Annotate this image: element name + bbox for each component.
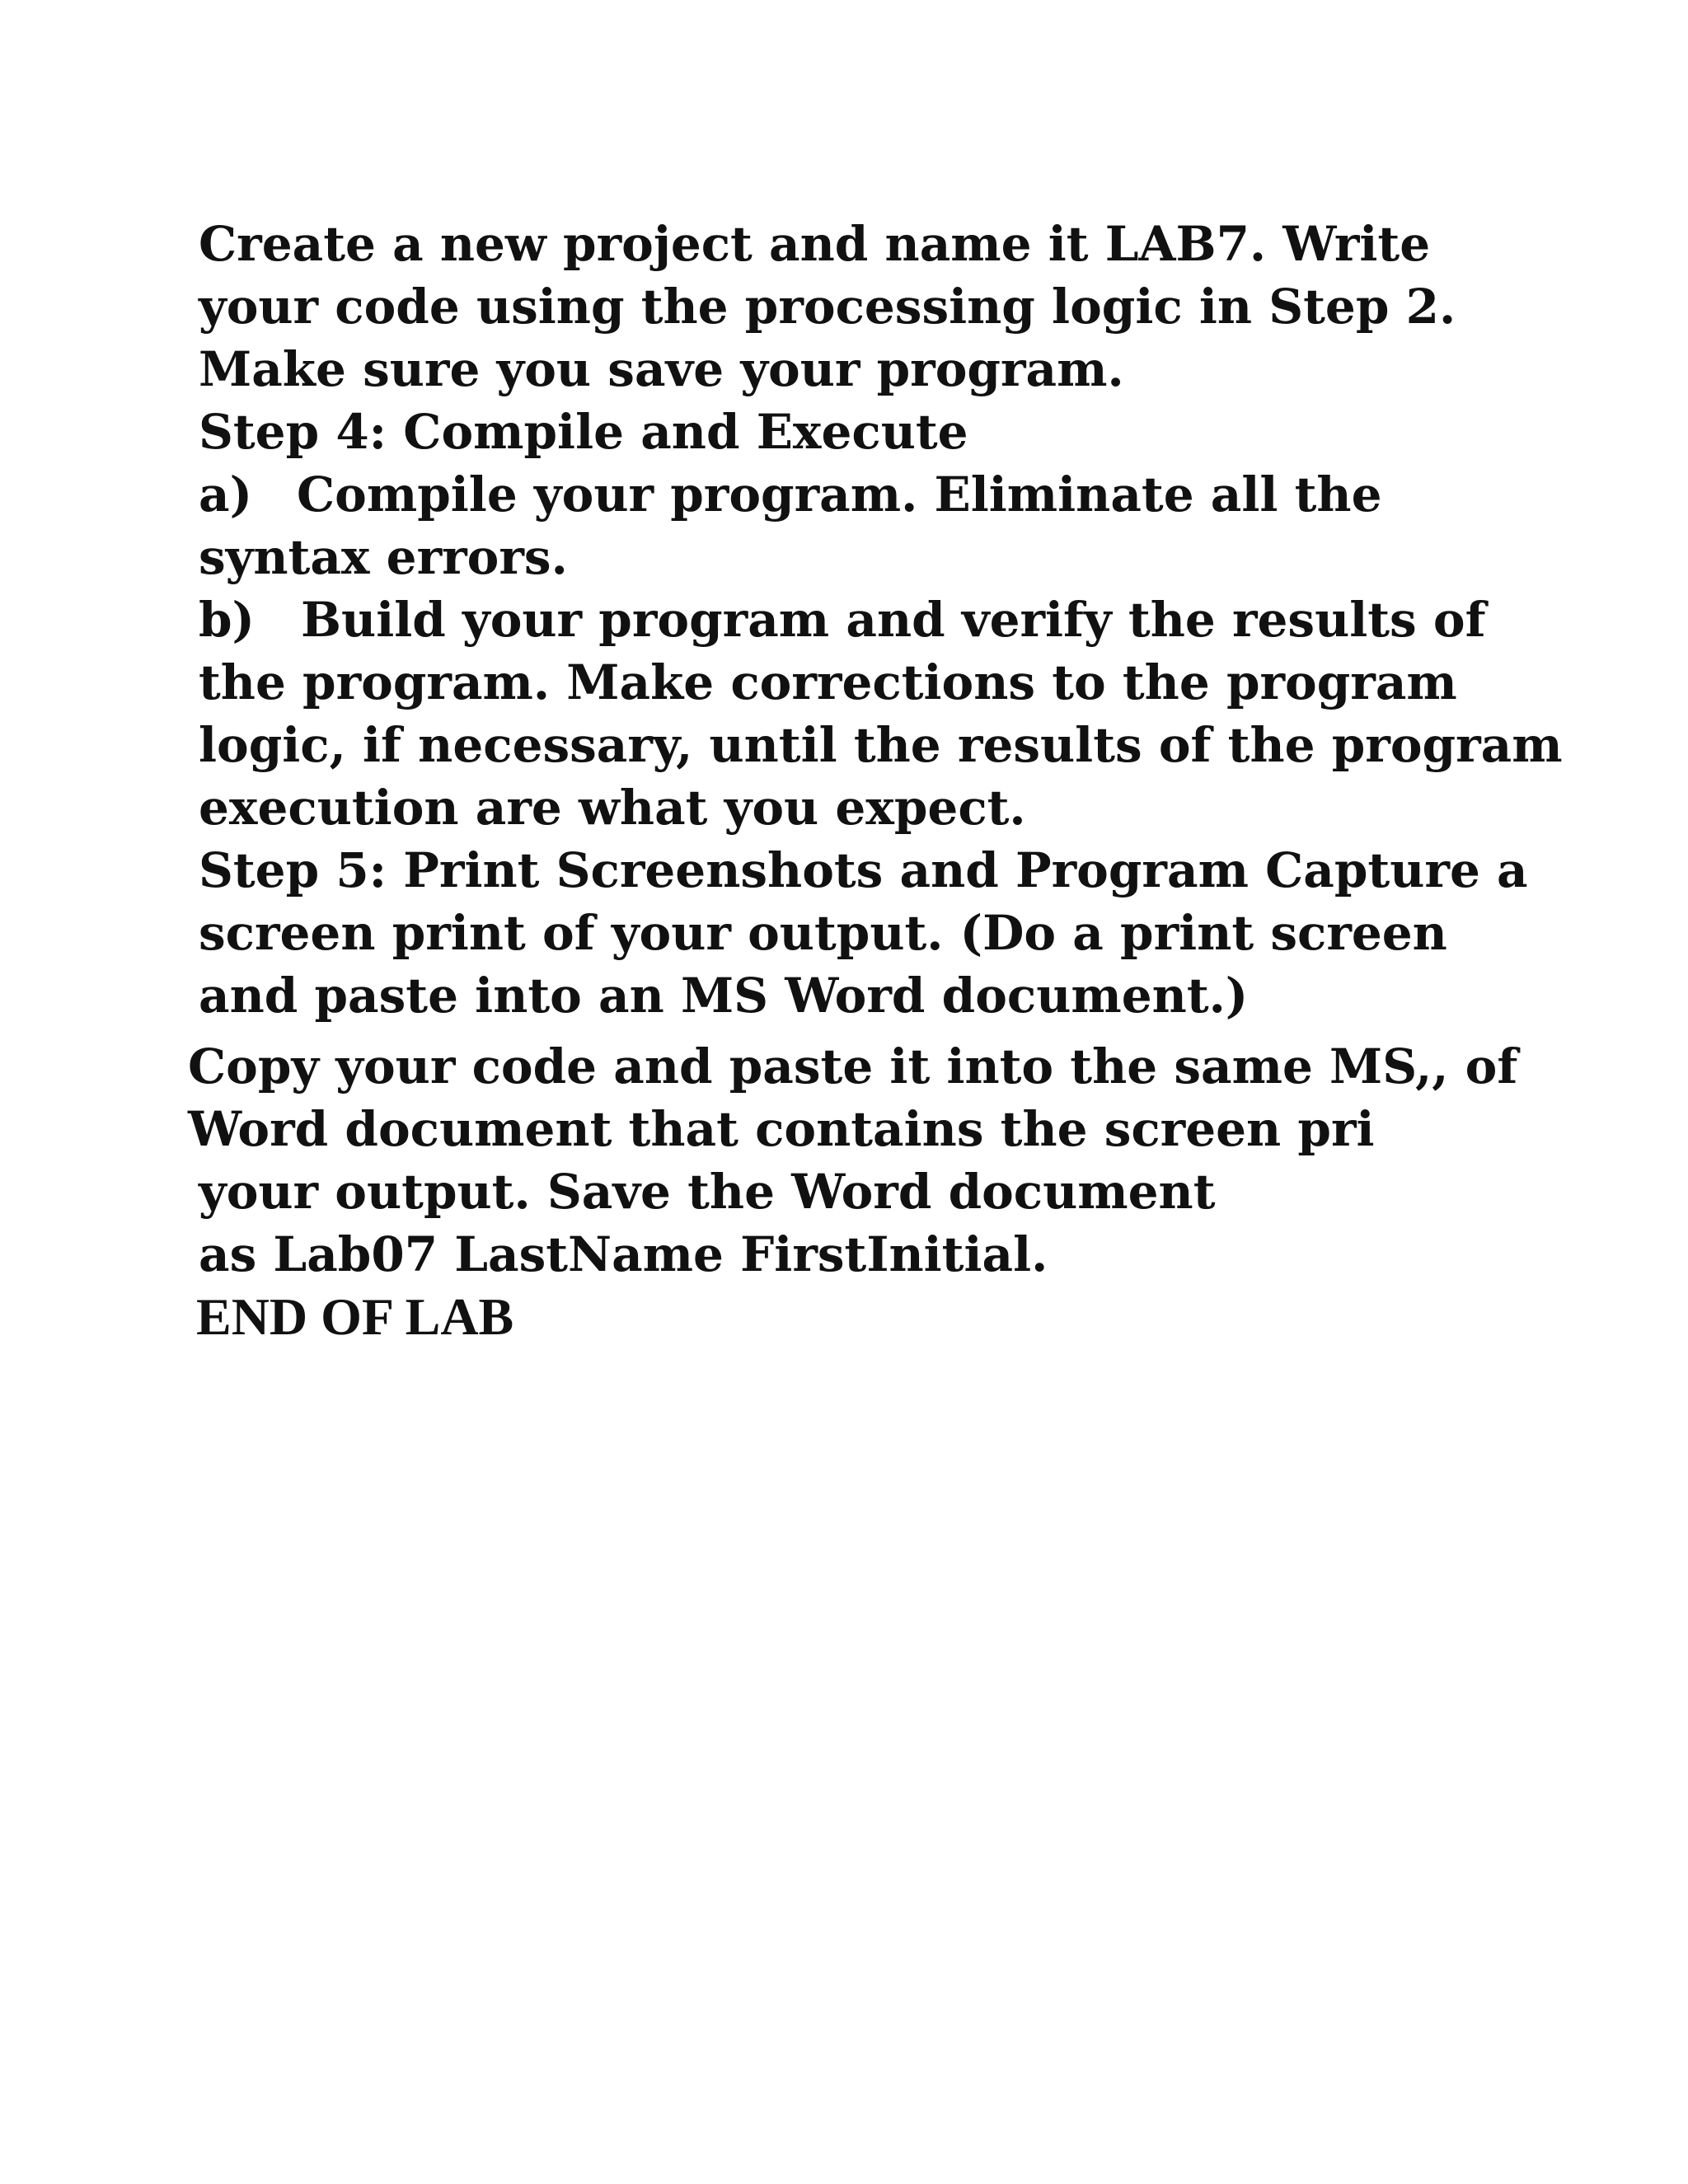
text-line-12: screen print of your output. (Do a print screen	[199, 905, 1447, 961]
text-line-16: your output. Save the Word document	[199, 1164, 1216, 1220]
step-4-heading: Step 4: Compile and Execute	[199, 404, 968, 460]
text-line-6: syntax errors.	[199, 529, 568, 585]
text-line-14: Copy your code and paste it into the same MS,, of	[188, 1038, 1518, 1094]
list-marker-b: b)	[199, 592, 255, 648]
text-line-8: the program. Make corrections to the program	[199, 654, 1457, 710]
text-line-15: Word document that contains the screen pri	[188, 1101, 1375, 1157]
step-5-heading: Step 5: Print Screenshots and Program Capture a	[199, 842, 1528, 898]
text-line-10: execution are what you expect.	[199, 780, 1026, 836]
list-marker-a: a)	[199, 466, 253, 523]
text-line-1: Create a new project and name it LAB7. Write	[199, 216, 1431, 272]
text-line-7: Build your program and verify the results of	[301, 592, 1486, 648]
text-line-5: Compile your program. Eliminate all the	[297, 466, 1382, 523]
text-line-9: logic, if necessary, until the results of the program	[199, 717, 1563, 773]
text-line-13: and paste into an MS Word document.)	[199, 968, 1249, 1024]
text-line-17: as Lab07 LastName FirstInitial.	[199, 1226, 1048, 1282]
end-of-lab-label: END OF LAB	[196, 1287, 514, 1346]
text-line-3: Make sure you save your program.	[199, 341, 1124, 397]
text-line-2: your code using the processing logic in Step 2.	[199, 279, 1456, 335]
